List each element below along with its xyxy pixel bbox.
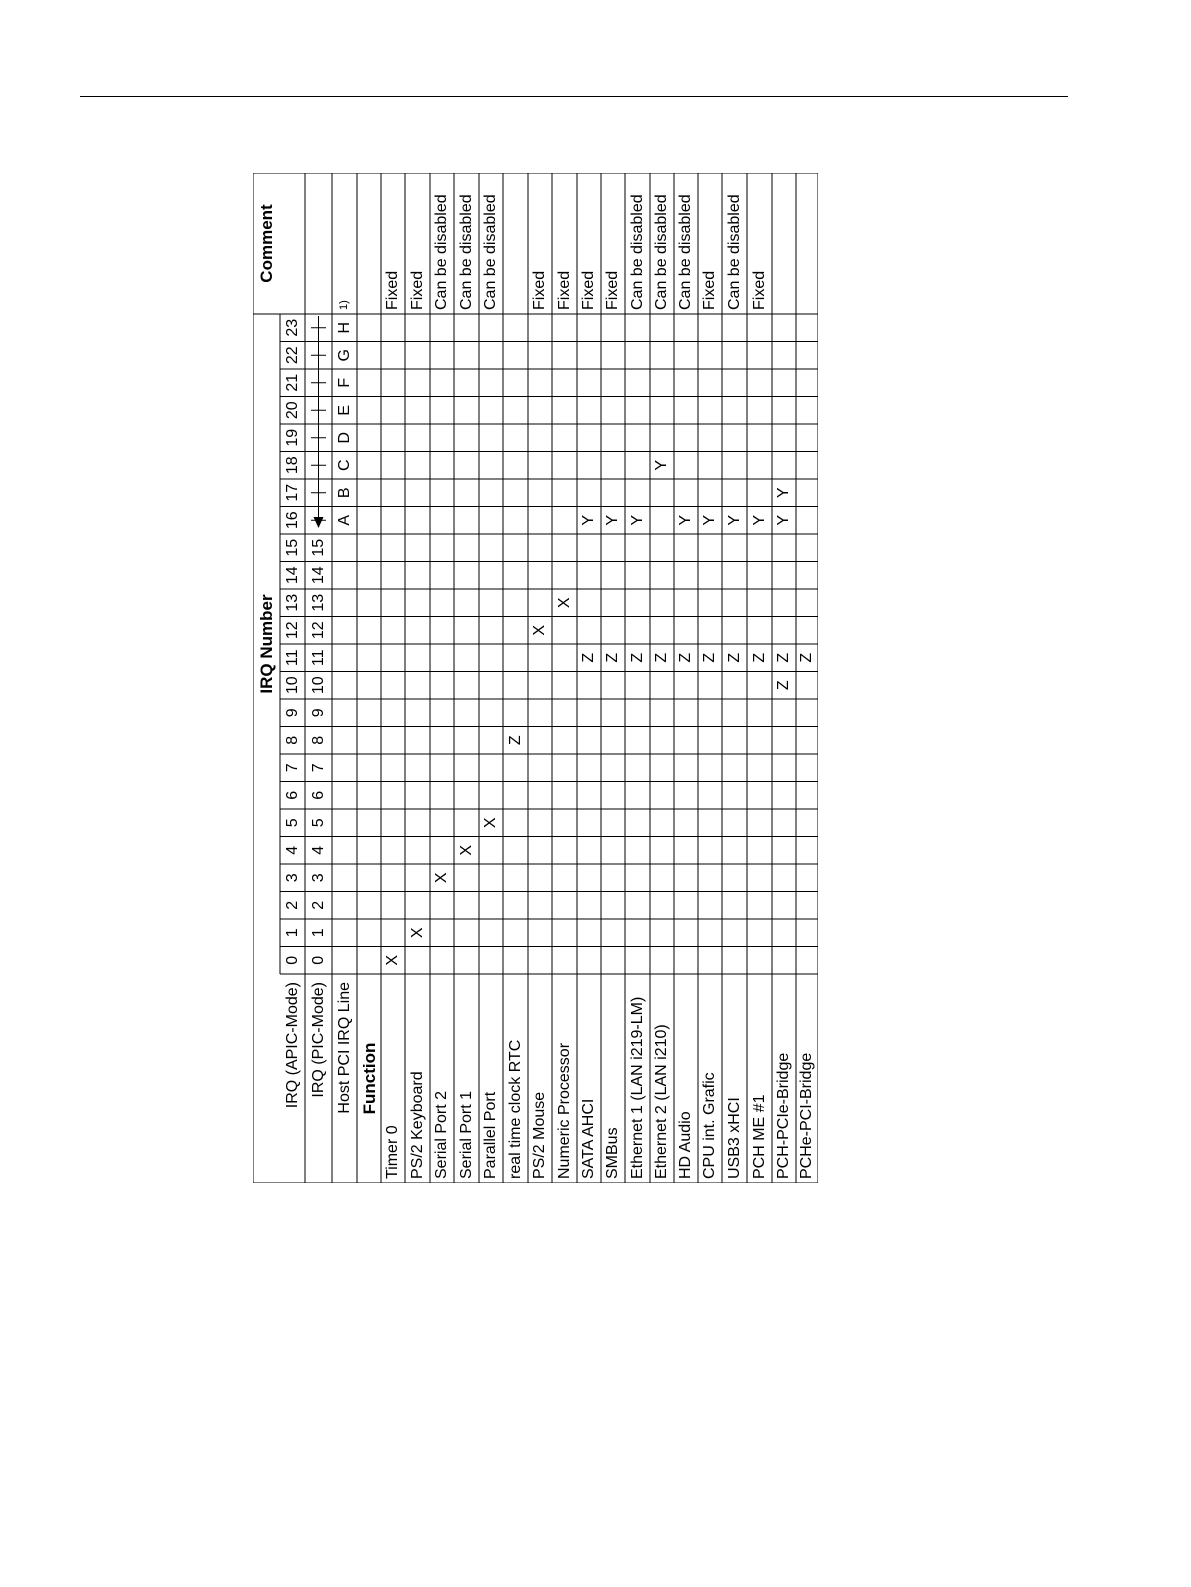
comment-cell: Fixed	[701, 270, 718, 310]
irq-number-header: IRQ Number	[257, 594, 276, 694]
apic-mode-label: IRQ (APIC-Mode)	[283, 982, 301, 1109]
apic-irq-number: 4	[283, 845, 301, 855]
footnote-mark: 1)	[338, 300, 350, 310]
irq-mark: Y	[628, 514, 646, 526]
irq-mark: Z	[580, 652, 597, 663]
header-rule	[80, 96, 1068, 97]
pic-irq-number: 11	[309, 649, 327, 667]
apic-irq-number: 2	[283, 900, 301, 910]
irq-mark: Z	[798, 652, 815, 663]
pic-irq-number: 1	[309, 928, 327, 938]
comment-cell: Fixed	[750, 270, 768, 310]
irq-mark: Y	[677, 514, 694, 526]
pic-irq-number: 5	[309, 818, 327, 828]
apic-irq-number: 12	[283, 621, 301, 640]
function-cell: Numeric Processor	[555, 1042, 573, 1179]
function-cell: Serial Port 2	[433, 1090, 450, 1179]
apic-irq-number: 23	[283, 318, 301, 337]
irq-mark: X	[408, 927, 426, 939]
irq-mark: Z	[506, 735, 524, 746]
irq-mark: Y	[580, 514, 597, 526]
comment-cell: Can be disabled	[653, 194, 670, 310]
apic-irq-number: 16	[283, 511, 301, 530]
pci-irq-line: C	[335, 459, 353, 472]
pic-arrow-head	[314, 517, 324, 528]
irq-mark: Z	[775, 652, 792, 663]
apic-irq-number: 13	[283, 593, 301, 612]
pci-irq-line: B	[335, 487, 353, 499]
comment-cell: Fixed	[604, 270, 621, 310]
function-cell: real time clock RTC	[506, 1039, 524, 1179]
apic-irq-number: 5	[283, 818, 301, 828]
pic-irq-number: 4	[309, 845, 327, 855]
function-cell: Timer 0	[384, 1125, 401, 1179]
function-cell: SATA AHCI	[580, 1098, 597, 1179]
pic-irq-number: 12	[309, 621, 327, 640]
irq-mark: Y	[701, 514, 718, 526]
irq-mark: Z	[604, 652, 621, 663]
pic-irq-number: 14	[309, 566, 327, 585]
irq-mark: Z	[653, 652, 670, 663]
irq-mark: Y	[775, 487, 792, 499]
function-header: Function	[359, 1042, 379, 1115]
comment-cell	[772, 173, 796, 314]
function-cell: CPU int. Grafic	[701, 1072, 718, 1179]
apic-irq-number: 19	[283, 428, 301, 447]
function-cell: PCHe-PCI-Bridge	[798, 1052, 815, 1179]
pic-irq-number: 9	[309, 708, 327, 718]
function-cell: USB3 xHCI	[725, 1097, 743, 1179]
pic-irq-number: 7	[309, 763, 327, 773]
comment-cell: Fixed	[408, 270, 426, 310]
pci-irq-line: D	[335, 431, 353, 444]
function-cell: PS/2 Mouse	[531, 1091, 548, 1179]
apic-irq-number: 10	[283, 676, 301, 695]
function-cell: Ethernet 2 (LAN i210)	[653, 1024, 670, 1179]
comment-cell	[796, 173, 818, 314]
comment-cell: Fixed	[384, 270, 401, 310]
function-cell: PS/2 Keyboard	[408, 1071, 426, 1179]
pic-irq-number: 0	[309, 955, 327, 965]
irq-mark: X	[457, 844, 475, 856]
irq-mark: Z	[725, 652, 743, 663]
irq-mark: Y	[604, 514, 621, 526]
apic-irq-number: 14	[283, 566, 301, 585]
comment-cell: Can be disabled	[433, 194, 450, 310]
comment-cell	[503, 173, 528, 314]
comment-cell: Fixed	[580, 270, 597, 310]
comment-cell: Can be disabled	[677, 194, 694, 310]
pic-irq-number: 10	[309, 676, 327, 695]
irq-mark: X	[384, 954, 401, 966]
apic-irq-number: 22	[283, 346, 301, 365]
function-cell: SMBus	[604, 1127, 621, 1179]
irq-table-area	[253, 173, 818, 1183]
function-cell: PCH-PCIe-Bridge	[775, 1052, 792, 1179]
apic-irq-number: 20	[283, 401, 301, 420]
apic-irq-number: 11	[283, 649, 301, 667]
irq-mark: Y	[653, 459, 670, 471]
apic-irq-number: 1	[283, 928, 301, 938]
pic-irq-number: 13	[309, 593, 327, 612]
comment-cell: Fixed	[555, 270, 573, 310]
irq-mark: Z	[677, 652, 694, 663]
comment-cell: Can be disabled	[725, 194, 743, 310]
comment-cell: Fixed	[531, 270, 548, 310]
irq-mark: Z	[701, 652, 718, 663]
apic-irq-number: 17	[283, 483, 301, 502]
comment-cell: Can be disabled	[457, 194, 475, 310]
irq-mark: Z	[628, 652, 646, 663]
host-pci-label: Host PCI IRQ Line	[335, 982, 353, 1114]
function-cell: Ethernet 1 (LAN i219-LM)	[628, 996, 646, 1179]
pic-irq-number: 15	[309, 538, 327, 557]
pic-irq-number: 2	[309, 900, 327, 910]
apic-irq-number: 18	[283, 456, 301, 475]
apic-irq-number: 0	[283, 955, 301, 965]
irq-mark: X	[555, 597, 573, 609]
pci-irq-line: A	[335, 514, 353, 526]
irq-mark: X	[531, 624, 548, 636]
function-cell: Parallel Port	[482, 1091, 499, 1179]
pic-irq-number: 3	[309, 873, 327, 883]
comment-cell: Can be disabled	[628, 194, 646, 310]
irq-mark: Y	[750, 514, 768, 526]
comment-cell: Can be disabled	[482, 194, 499, 310]
function-cell: Serial Port 1	[457, 1090, 475, 1179]
irq-mark: X	[433, 872, 450, 884]
pic-irq-number: 8	[309, 735, 327, 745]
irq-mark: Y	[775, 514, 792, 526]
comment-header: Comment	[257, 204, 276, 283]
apic-irq-number: 3	[283, 873, 301, 883]
irq-table	[253, 173, 818, 1183]
apic-irq-number: 9	[283, 708, 301, 718]
pci-irq-line: E	[335, 404, 353, 416]
apic-irq-number: 15	[283, 538, 301, 557]
function-cell: PCH ME #1	[750, 1094, 768, 1179]
apic-irq-number: 8	[283, 735, 301, 745]
pci-irq-line: G	[335, 349, 353, 362]
apic-irq-number: 6	[283, 790, 301, 800]
irq-mark: Y	[725, 514, 743, 526]
function-cell: HD Audio	[677, 1111, 694, 1179]
pci-irq-line: H	[335, 321, 353, 334]
pic-irq-number: 6	[309, 790, 327, 800]
apic-irq-number: 7	[283, 763, 301, 773]
irq-mark: Z	[775, 680, 792, 691]
pic-mode-label: IRQ (PIC-Mode)	[309, 982, 327, 1098]
irq-mark: X	[482, 817, 499, 829]
irq-mark: Z	[750, 652, 768, 663]
pci-irq-line: F	[335, 377, 353, 388]
apic-irq-number: 21	[283, 373, 301, 392]
